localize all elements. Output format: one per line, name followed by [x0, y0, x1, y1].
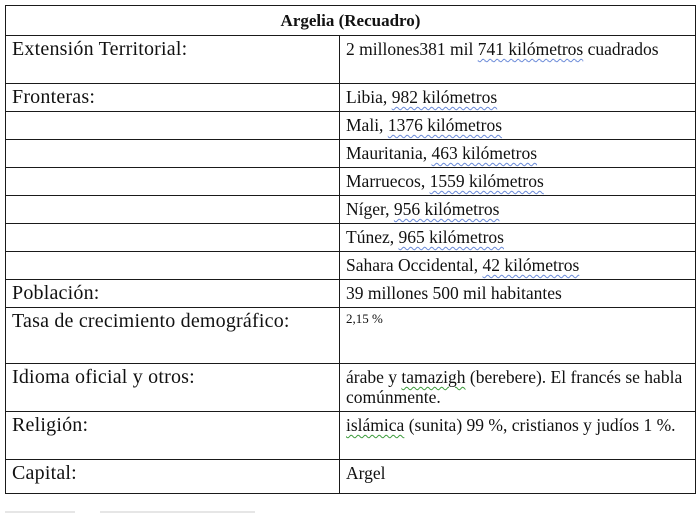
- row-value: [340, 412, 696, 460]
- value-text-marked: 741 kilómetros: [477, 39, 584, 59]
- table-row: [6, 364, 696, 412]
- table-row: [6, 460, 696, 494]
- value-text: Túnez,: [346, 227, 399, 247]
- row-value: [340, 168, 696, 196]
- row-label: Fronteras:: [6, 84, 340, 112]
- footer-rule-decoration: [5, 511, 255, 513]
- value-text: (sunita) 99 %, cristianos y judíos 1 %.: [404, 415, 676, 435]
- table-row: [6, 252, 696, 280]
- table-row: [6, 280, 696, 308]
- table-row: [6, 196, 696, 224]
- row-label: Extensión Territorial:: [6, 36, 340, 84]
- row-value: [340, 84, 696, 112]
- argelia-info-table: [5, 5, 696, 494]
- value-text-marked: 42 kilómetros: [482, 255, 580, 275]
- value-text: Sahara Occidental,: [346, 255, 483, 275]
- table-row: [6, 308, 696, 364]
- value-text-marked: 982 kilómetros: [391, 87, 498, 107]
- row-value: 2,15 %: [340, 308, 696, 364]
- row-label: [6, 140, 340, 168]
- value-text-marked: 463 kilómetros: [431, 143, 538, 163]
- value-text-marked: islámica: [346, 415, 405, 435]
- row-value: [340, 36, 696, 84]
- value-text-marked: 1559 kilómetros: [429, 171, 544, 191]
- value-text: árabe y: [346, 367, 402, 387]
- row-label: [6, 252, 340, 280]
- row-label: Religión:: [6, 412, 340, 460]
- value-text: Mauritania,: [346, 143, 432, 163]
- table-row: [6, 112, 696, 140]
- value-text: Mali,: [346, 115, 388, 135]
- table-row: [6, 224, 696, 252]
- row-label: Población:: [6, 280, 340, 308]
- value-text-marked: 965 kilómetros: [398, 227, 504, 247]
- row-value: [340, 112, 696, 140]
- row-value: [340, 364, 696, 412]
- value-text-marked: 956 kilómetros: [393, 199, 500, 219]
- table-row: [6, 140, 696, 168]
- value-text-marked: tamazigh: [401, 367, 466, 387]
- value-text: Níger,: [346, 199, 394, 219]
- value-text: Marruecos,: [346, 171, 430, 191]
- row-label: Tasa de crecimiento demográfico:: [6, 308, 340, 364]
- row-value: 39 millones 500 mil habitantes: [340, 280, 696, 308]
- row-value: [340, 224, 696, 252]
- value-text: 2 millones381 mil: [346, 39, 478, 59]
- table-row: [6, 412, 696, 460]
- row-value: [340, 196, 696, 224]
- row-label: Capital:: [6, 460, 340, 494]
- row-value: Argel: [340, 460, 696, 494]
- value-text: (berebere). El francés se habla comúnmente.: [346, 367, 683, 408]
- value-text: cuadrados: [583, 39, 659, 59]
- table-row: [6, 168, 696, 196]
- row-label: [6, 224, 340, 252]
- value-text: Libia,: [346, 87, 392, 107]
- row-value: [340, 252, 696, 280]
- row-value: [340, 140, 696, 168]
- row-label: Idioma oficial y otros:: [6, 364, 340, 412]
- table-title-row: [6, 6, 696, 36]
- value-text-marked: 1376 kilómetros: [387, 115, 503, 135]
- table-title: Argelia (Recuadro): [6, 6, 696, 36]
- row-label: [6, 196, 340, 224]
- row-label: [6, 168, 340, 196]
- table-row: [6, 84, 696, 112]
- row-label: [6, 112, 340, 140]
- table-row: [6, 36, 696, 84]
